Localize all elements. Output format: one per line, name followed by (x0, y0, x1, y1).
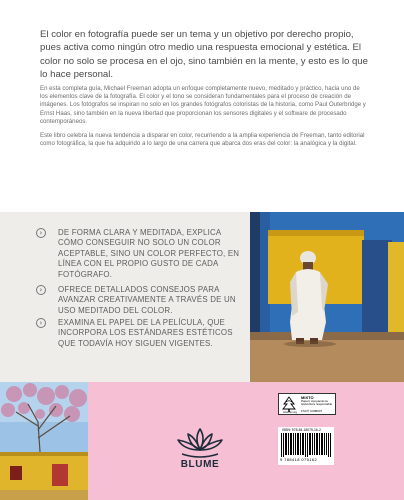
barcode-number: 9 788418 075162 (280, 457, 318, 462)
bullet-text: DE FORMA CLARA Y MEDITADA, EXPLICA CÓMO CONSEGUIR NO SOLO UN COLOR ACEPTABLE, SINO UN COLOR PERFECTO, EN LÍNEA CON EL PROPIO GUSTO DE CADA FOTÓGRAFO. (58, 228, 240, 279)
photo-tree-building (0, 382, 88, 500)
fsc-title: MIXTO (301, 395, 314, 400)
fsc-certification-label (278, 393, 336, 415)
isbn-barcode (278, 427, 334, 465)
body-paragraph-2: Este libro celebra la nueva tendencia a disparar en color, recurriendo a la amplia experiencia de Freeman, tanto editorial como fotográfica, la que ha adquirido a lo largo de una carrera que abarca dos eras del color: la analógica y la digital. (40, 132, 365, 148)
lead-text: El color en fotografía puede ser un tema y un objetivo por derecho propio, pues activa como ningún otro medio una respuesta emocional y estética. El color no solo se procesa en el ojo, sino también en la mente, y esto es lo que lo hace personal. (40, 29, 368, 81)
photo-man-wall (250, 212, 404, 382)
arrow-right-icon: › (36, 285, 46, 295)
fsc-site: www.fsc.org (283, 411, 297, 414)
text-section (0, 0, 404, 212)
publisher-name: BLUME (180, 459, 220, 470)
fsc-code: FSC® C008047 (301, 409, 323, 413)
bullet-text: OFRECE DETALLADOS CONSEJOS PARA AVANZAR CREATIVAMENTE A TRAVÉS DE UN USO MEDITADO DEL COLOR. (58, 285, 236, 315)
arrow-right-icon: › (36, 318, 46, 328)
fsc-subtitle: Papel | Apoyando la silvicultura responsable (301, 399, 333, 407)
blume-lotus-logo-icon (172, 426, 228, 458)
lead-paragraph (40, 28, 370, 84)
isbn-text: ISBN: 978-84-18075-16-2 (282, 428, 321, 432)
body-paragraph-1: En esta completa guía, Michael Freeman adopta un enfoque completamente nuevo, meditado y práctico, hacia uno de los elementos clave de la fotografía. El color y el tono se consideran fundamentales para el proceso de creación de imágenes. Los fotógrafos se inspiran no solo en los grandes fotógrafos coloristas de la historia, como Paul Outerbridge y Ernst Haas, sino también en la nueva libertad que proporcionan los sensores digitales y el software de procesado contemporáneos. (40, 85, 366, 125)
body-text (40, 85, 366, 154)
arrow-right-icon: › (36, 228, 46, 238)
barcode-bars (281, 433, 331, 457)
bullet-text: EXAMINA EL PAPEL DE LA PELÍCULA, QUE INCORPORA LOS ESTÁNDARES ESTÉTICOS QUE TODAVÍA HOY SIGUEN VIGENTES. (58, 318, 233, 348)
back-cover-panel (88, 382, 404, 500)
